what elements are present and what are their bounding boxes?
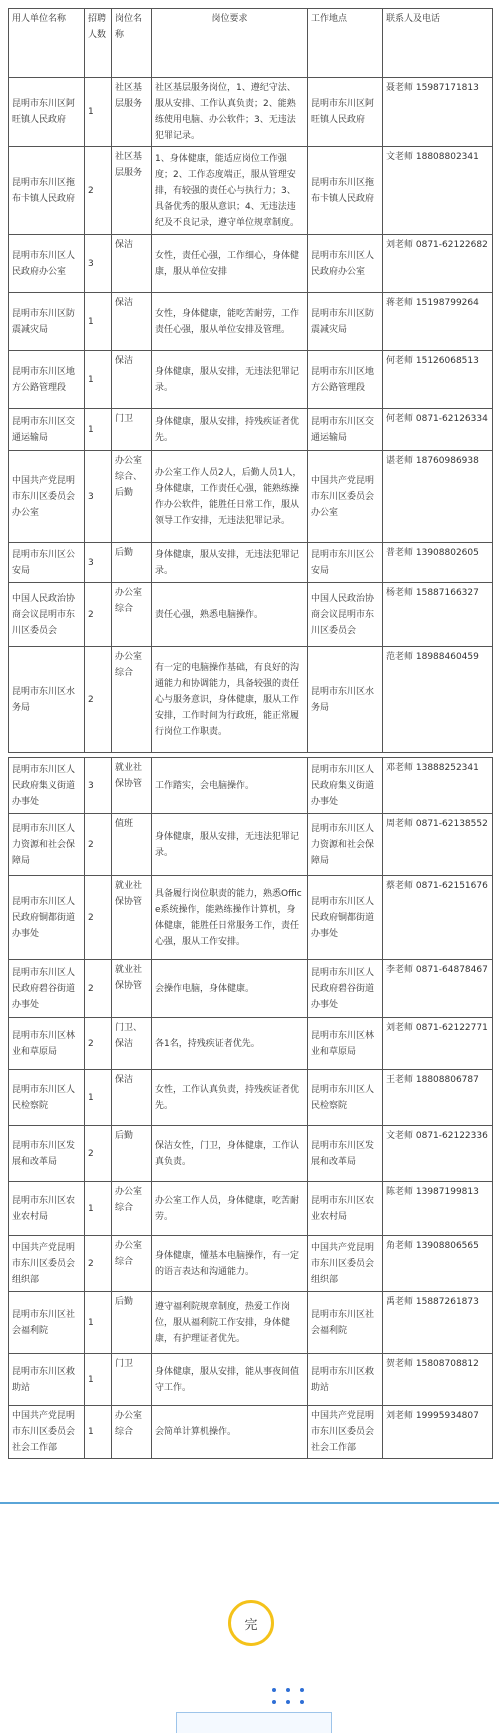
cell-unit: 昆明市东川区林业和草原局	[9, 1018, 85, 1070]
cell-unit: 昆明市东川区拖布卡镇人民政府	[9, 147, 85, 235]
cell-count: 2	[85, 814, 112, 876]
cell-place: 昆明市东川区发展和改革局	[308, 1126, 383, 1182]
cell-contact: 谌老师 18760986938	[383, 451, 493, 543]
cell-count: 1	[85, 1406, 112, 1459]
cell-count: 3	[85, 543, 112, 583]
cell-requirement: 身体健康，服从安排，持残疾证者优先。	[152, 409, 308, 451]
cell-contact: 刘老师 19995934807	[383, 1406, 493, 1459]
cell-count: 2	[85, 960, 112, 1018]
cell-post: 门卫	[112, 409, 152, 451]
table-row	[9, 960, 493, 1018]
cell-contact: 文老师 0871-62122336	[383, 1126, 493, 1182]
table-row	[9, 147, 493, 235]
table-row	[9, 1354, 493, 1406]
cell-contact: 聂老师 15987171813	[383, 78, 493, 147]
cell-contact: 李老师 0871-64878467	[383, 960, 493, 1018]
cell-post: 社区基层服务	[112, 147, 152, 235]
cell-requirement: 有一定的电脑操作基础，有良好的沟通能力和协调能力，具备较强的责任心与服务意识，身体健康，服从工作安排，工作时间为行政班，能正常履行岗位工作职责。	[152, 647, 308, 753]
cell-requirement: 保洁女性，门卫，身体健康，工作认真负责。	[152, 1126, 308, 1182]
cell-post: 社区基层服务	[112, 78, 152, 147]
cell-unit: 昆明市东川区防震减灾局	[9, 293, 85, 351]
table-row	[9, 1018, 493, 1070]
cell-place: 昆明市东川区人民政府铜都街道办事处	[308, 876, 383, 960]
cell-place: 中国共产党昆明市东川区委员会组织部	[308, 1236, 383, 1292]
cell-unit: 昆明市东川区农业农村局	[9, 1182, 85, 1236]
cell-requirement: 办公室工作人员，身体健康，吃苦耐劳。	[152, 1182, 308, 1236]
cell-count: 3	[85, 451, 112, 543]
cell-place: 昆明市东川区交通运输局	[308, 409, 383, 451]
table-row	[9, 876, 493, 960]
cell-count: 1	[85, 1182, 112, 1236]
cell-requirement: 女性，身体健康，能吃苦耐劳，工作责任心强，服从单位安排及管理。	[152, 293, 308, 351]
cell-place: 昆明市东川区农业农村局	[308, 1182, 383, 1236]
cell-place: 昆明市东川区林业和草原局	[308, 1018, 383, 1070]
cell-unit: 昆明市东川区阿旺镇人民政府	[9, 78, 85, 147]
cell-contact: 角老师 13908806565	[383, 1236, 493, 1292]
cell-post: 办公室综合、后勤	[112, 451, 152, 543]
table-row	[9, 1406, 493, 1459]
header-post: 岗位名称	[112, 9, 152, 78]
cell-contact: 蒋老师 15198799264	[383, 293, 493, 351]
cell-count: 1	[85, 409, 112, 451]
cell-unit: 昆明市东川区人民政府集义街道办事处	[9, 758, 85, 814]
table-row	[9, 235, 493, 293]
cell-contact: 刘老师 0871-62122771	[383, 1018, 493, 1070]
footer-card	[176, 1712, 332, 1733]
cell-post: 保洁	[112, 351, 152, 409]
cell-post: 后勤	[112, 1292, 152, 1354]
cell-requirement: 1、身体健康，能适应岗位工作强度；2、工作态度端正，服从管理安排，有较强的责任心与执行力；3、具备优秀的服从意识；4、无违法违纪及不良记录，遵守单位规章制度。	[152, 147, 308, 235]
cell-count: 1	[85, 293, 112, 351]
cell-unit: 昆明市东川区水务局	[9, 647, 85, 753]
cell-place: 中国共产党昆明市东川区委员会社会工作部	[308, 1406, 383, 1459]
cell-unit: 昆明市东川区人民检察院	[9, 1070, 85, 1126]
cell-requirement: 会操作电脑，身体健康。	[152, 960, 308, 1018]
cell-unit: 昆明市东川区救助站	[9, 1354, 85, 1406]
header-requirement: 岗位要求	[152, 9, 308, 78]
cell-unit: 昆明市东川区人民政府碧谷街道办事处	[9, 960, 85, 1018]
cell-unit: 昆明市东川区人力资源和社会保障局	[9, 814, 85, 876]
cell-count: 3	[85, 235, 112, 293]
cell-post: 后勤	[112, 543, 152, 583]
cell-requirement: 身体健康，服从安排，无违法犯罪记录。	[152, 814, 308, 876]
header-place: 工作地点	[308, 9, 383, 78]
cell-count: 1	[85, 1070, 112, 1126]
cell-post: 办公室综合	[112, 1182, 152, 1236]
cell-unit: 昆明市东川区社会福利院	[9, 1292, 85, 1354]
cell-unit: 昆明市东川区交通运输局	[9, 409, 85, 451]
table-row	[9, 758, 493, 814]
cell-place: 昆明市东川区人民政府碧谷街道办事处	[308, 960, 383, 1018]
cell-contact: 刘老师 0871-62122682	[383, 235, 493, 293]
cell-place: 昆明市东川区水务局	[308, 647, 383, 753]
cell-contact: 周老师 0871-62138552	[383, 814, 493, 876]
cell-unit: 中国共产党昆明市东川区委员会社会工作部	[9, 1406, 85, 1459]
cell-requirement: 身体健康，懂基本电脑操作，有一定的语言表达和沟通能力。	[152, 1236, 308, 1292]
table-row	[9, 293, 493, 351]
cell-contact: 禹老师 15887261873	[383, 1292, 493, 1354]
cell-requirement: 女性，责任心强，工作细心，身体健康，服从单位安排	[152, 235, 308, 293]
cell-count: 3	[85, 758, 112, 814]
cell-place: 昆明市东川区拖布卡镇人民政府	[308, 147, 383, 235]
cell-post: 保洁	[112, 293, 152, 351]
cell-requirement: 女性，工作认真负责，持残疾证者优先。	[152, 1070, 308, 1126]
cell-place: 昆明市东川区防震减灾局	[308, 293, 383, 351]
cell-post: 办公室综合	[112, 583, 152, 647]
cell-post: 门卫	[112, 1354, 152, 1406]
cell-requirement: 各1名，持残疾证者优先。	[152, 1018, 308, 1070]
cell-count: 2	[85, 647, 112, 753]
cell-unit: 昆明市东川区人民政府办公室	[9, 235, 85, 293]
cell-post: 值班	[112, 814, 152, 876]
table-header-row	[9, 9, 493, 78]
header-unit: 用人单位名称	[9, 9, 85, 78]
cell-unit: 昆明市东川区人民政府铜都街道办事处	[9, 876, 85, 960]
cell-requirement: 责任心强，熟悉电脑操作。	[152, 583, 308, 647]
table-body	[9, 78, 493, 1459]
table-row	[9, 1126, 493, 1182]
cell-count: 1	[85, 1354, 112, 1406]
cell-unit: 中国共产党昆明市东川区委员会办公室	[9, 451, 85, 543]
cell-post: 办公室综合	[112, 1236, 152, 1292]
table-row	[9, 814, 493, 876]
cell-place: 昆明市东川区人民政府办公室	[308, 235, 383, 293]
table-row	[9, 409, 493, 451]
cell-place: 昆明市东川区阿旺镇人民政府	[308, 78, 383, 147]
cell-count: 2	[85, 1018, 112, 1070]
header-contact: 联系人及电话	[383, 9, 493, 78]
table-row	[9, 451, 493, 543]
cell-post: 就业社保协管	[112, 876, 152, 960]
cell-requirement: 遵守福利院规章制度，热爱工作岗位，服从福利院工作安排，身体健康，有护理证者优先。	[152, 1292, 308, 1354]
table-row	[9, 351, 493, 409]
cell-place: 中国共产党昆明市东川区委员会办公室	[308, 451, 383, 543]
cell-unit: 昆明市东川区公安局	[9, 543, 85, 583]
cell-contact: 贺老师 15808708812	[383, 1354, 493, 1406]
cell-unit: 中国人民政治协商会议昆明市东川区委员会	[9, 583, 85, 647]
cell-post: 后勤	[112, 1126, 152, 1182]
cell-contact: 王老师 18808806787	[383, 1070, 493, 1126]
cell-post: 就业社保协管	[112, 960, 152, 1018]
cell-post: 就业社保协管	[112, 758, 152, 814]
cell-contact: 普老师 13908802605	[383, 543, 493, 583]
table-row	[9, 543, 493, 583]
recruitment-table-wrapper	[8, 8, 492, 1459]
cell-contact: 文老师 18808802341	[383, 147, 493, 235]
table-row	[9, 78, 493, 147]
cell-requirement: 会简单计算机操作。	[152, 1406, 308, 1459]
table-row	[9, 583, 493, 647]
cell-unit: 昆明市东川区地方公路管理段	[9, 351, 85, 409]
cell-requirement: 身体健康，服从安排，能从事夜间值守工作。	[152, 1354, 308, 1406]
cell-contact: 蔡老师 0871-62151676	[383, 876, 493, 960]
cell-count: 2	[85, 1236, 112, 1292]
cell-requirement: 工作踏实，会电脑操作。	[152, 758, 308, 814]
cell-post: 办公室综合	[112, 647, 152, 753]
cell-requirement: 社区基层服务岗位，1、遵纪守法、服从安排、工作认真负责；2、能熟练使用电脑、办公软件；3、无违法犯罪记录。	[152, 78, 308, 147]
cell-place: 昆明市东川区地方公路管理段	[308, 351, 383, 409]
cell-place: 昆明市东川区公安局	[308, 543, 383, 583]
cell-unit: 昆明市东川区发展和改革局	[9, 1126, 85, 1182]
cell-post: 保洁	[112, 235, 152, 293]
cell-count: 1	[85, 1292, 112, 1354]
cell-contact: 范老师 18988460459	[383, 647, 493, 753]
cell-contact: 陈老师 13987199813	[383, 1182, 493, 1236]
divider-line	[0, 1502, 499, 1504]
cell-place: 昆明市东川区社会福利院	[308, 1292, 383, 1354]
table-row	[9, 1182, 493, 1236]
cell-place: 昆明市东川区救助站	[308, 1354, 383, 1406]
table-row	[9, 1070, 493, 1126]
cell-unit: 中国共产党昆明市东川区委员会组织部	[9, 1236, 85, 1292]
cell-post: 保洁	[112, 1070, 152, 1126]
cell-place: 昆明市东川区人民政府集义街道办事处	[308, 758, 383, 814]
cell-count: 2	[85, 1126, 112, 1182]
cell-contact: 杨老师 15887166327	[383, 583, 493, 647]
cell-contact: 何老师 0871-62126334	[383, 409, 493, 451]
end-mark: 完	[228, 1600, 274, 1646]
cell-contact: 邓老师 13888252341	[383, 758, 493, 814]
cell-place: 昆明市东川区人力资源和社会保障局	[308, 814, 383, 876]
header-count: 招聘人数	[85, 9, 112, 78]
cell-place: 昆明市东川区人民检察院	[308, 1070, 383, 1126]
cell-requirement: 身体健康，服从安排，无违法犯罪记录。	[152, 543, 308, 583]
cell-count: 2	[85, 147, 112, 235]
cell-count: 2	[85, 583, 112, 647]
cell-place: 中国人民政治协商会议昆明市东川区委员会	[308, 583, 383, 647]
cell-requirement: 身体健康，服从安排，无违法犯罪记录。	[152, 351, 308, 409]
table-row	[9, 1292, 493, 1354]
cell-count: 1	[85, 351, 112, 409]
cell-count: 2	[85, 876, 112, 960]
cell-count: 1	[85, 78, 112, 147]
recruitment-table	[8, 8, 493, 1459]
table-row	[9, 1236, 493, 1292]
cell-contact: 何老师 15126068513	[383, 351, 493, 409]
cell-post: 办公室综合	[112, 1406, 152, 1459]
cell-requirement: 具备履行岗位职责的能力，熟悉Office系统操作，能熟练操作计算机，身体健康，能胜任日常服务工作，责任心强，服从工作安排。	[152, 876, 308, 960]
cell-post: 门卫、保洁	[112, 1018, 152, 1070]
cell-requirement: 办公室工作人员2人，后勤人员1人，身体健康，工作责任心强，能熟练操作办公软件，能胜任日常工作，服从领导工作安排，无违法犯罪记录。	[152, 451, 308, 543]
table-row	[9, 647, 493, 753]
